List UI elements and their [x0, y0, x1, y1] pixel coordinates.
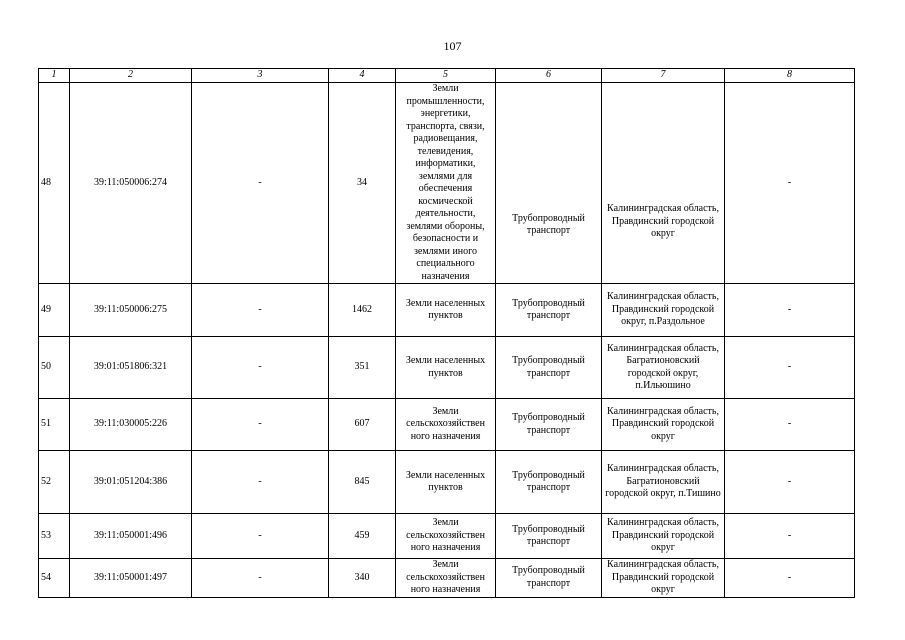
row-number: 49 — [39, 284, 70, 337]
permitted-use: Трубопроводный транспорт — [496, 514, 602, 559]
area-value: 1462 — [329, 284, 396, 337]
location: Калининградская область, Правдинский городской округ, п.Раздольное — [602, 284, 725, 337]
permitted-use: Трубопроводный транспорт — [496, 399, 602, 451]
cadastral-number: 39:11:050001:496 — [70, 514, 192, 559]
header-row — [39, 69, 855, 83]
table-row — [39, 83, 855, 284]
area-value: 34 — [329, 83, 396, 284]
land-category: Земли сельскохозяйствен ного назначения — [396, 559, 496, 598]
area-value: 845 — [329, 451, 396, 514]
col-header-7: 7 — [602, 69, 725, 83]
cell-col8: - — [725, 451, 855, 514]
row-number: 54 — [39, 559, 70, 598]
row-number: 53 — [39, 514, 70, 559]
permitted-use: Трубопроводный транспорт — [496, 559, 602, 598]
col-header-1: 1 — [39, 69, 70, 83]
cadastral-number: 39:11:050006:274 — [70, 83, 192, 284]
cell-col3: - — [192, 284, 329, 337]
cell-col3: - — [192, 559, 329, 598]
location: Калининградская область, Правдинский городской округ — [602, 83, 725, 284]
land-category: Земли населенных пунктов — [396, 451, 496, 514]
cell-col8: - — [725, 514, 855, 559]
cell-col8: - — [725, 284, 855, 337]
table-row — [39, 284, 855, 337]
cell-col3: - — [192, 514, 329, 559]
location: Калининградская область, Багратионовский городской округ, п.Ильюшино — [602, 337, 725, 399]
col-header-4: 4 — [329, 69, 396, 83]
permitted-use: Трубопроводный транспорт — [496, 451, 602, 514]
table-row — [39, 337, 855, 399]
cell-col3: - — [192, 83, 329, 284]
table-row — [39, 451, 855, 514]
cell-col3: - — [192, 451, 329, 514]
cadastral-number: 39:01:051204:386 — [70, 451, 192, 514]
land-plots-table — [38, 68, 855, 598]
cell-col3: - — [192, 337, 329, 399]
col-header-8: 8 — [725, 69, 855, 83]
land-category: Земли населенных пунктов — [396, 284, 496, 337]
cadastral-number: 39:11:050006:275 — [70, 284, 192, 337]
cell-col8: - — [725, 83, 855, 284]
row-number: 48 — [39, 83, 70, 284]
area-value: 459 — [329, 514, 396, 559]
table-row — [39, 514, 855, 559]
cadastral-number: 39:11:050001:497 — [70, 559, 192, 598]
page-number: 107 — [443, 39, 462, 53]
cadastral-number: 39:11:030005:226 — [70, 399, 192, 451]
col-header-5: 5 — [396, 69, 496, 83]
area-value: 607 — [329, 399, 396, 451]
permitted-use: Трубопроводный транспорт — [496, 83, 602, 284]
location: Калининградская область, Правдинский городской округ — [602, 399, 725, 451]
table-row — [39, 559, 855, 598]
row-number: 50 — [39, 337, 70, 399]
cell-col8: - — [725, 337, 855, 399]
col-header-2: 2 — [70, 69, 192, 83]
location: Калининградская область, Правдинский городской округ — [602, 514, 725, 559]
land-category: Земли населенных пунктов — [396, 337, 496, 399]
area-value: 340 — [329, 559, 396, 598]
cell-col8: - — [725, 399, 855, 451]
table-row — [39, 399, 855, 451]
cadastral-number: 39:01:051806:321 — [70, 337, 192, 399]
cell-col8: - — [725, 559, 855, 598]
row-number: 52 — [39, 451, 70, 514]
land-category: Земли сельскохозяйствен ного назначения — [396, 399, 496, 451]
permitted-use: Трубопроводный транспорт — [496, 337, 602, 399]
permitted-use: Трубопроводный транспорт — [496, 284, 602, 337]
col-header-6: 6 — [496, 69, 602, 83]
land-category: Земли сельскохозяйствен ного назначения — [396, 514, 496, 559]
location: Калининградская область, Багратионовский городской округ, п.Тишино — [602, 451, 725, 514]
location: Калининградская область, Правдинский городской округ — [602, 559, 725, 598]
row-number: 51 — [39, 399, 70, 451]
area-value: 351 — [329, 337, 396, 399]
cell-col3: - — [192, 399, 329, 451]
land-category: Земли промышленности, энергетики, транспорта, связи, радиовещания, телевидения, информатики, землями для обеспечения космической деятельности, землями обороны, безопасности и землями иного специального назначения — [396, 83, 496, 284]
col-header-3: 3 — [192, 69, 329, 83]
